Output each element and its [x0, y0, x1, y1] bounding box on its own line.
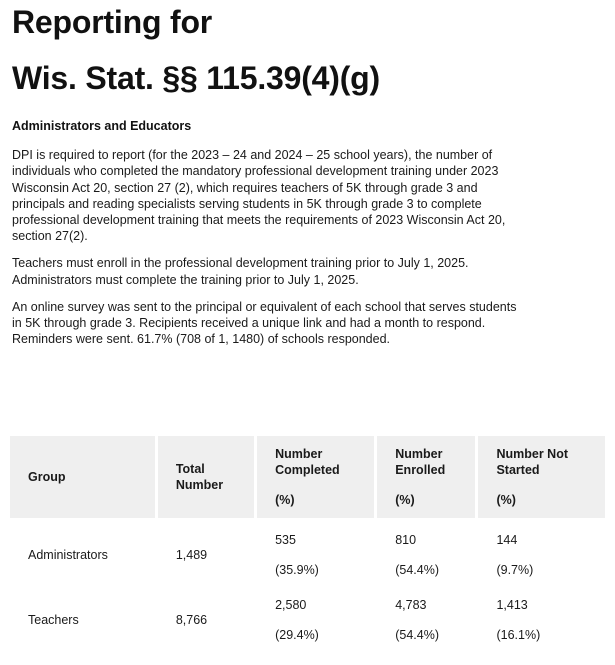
page-title-line-1: Reporting for [12, 4, 213, 40]
page-title-line-2: Wis. Stat. §§ 115.39(4)(g) [12, 60, 380, 96]
table-header-row [10, 436, 605, 518]
cell-group: Teachers [10, 587, 158, 652]
cell-enrolled: 4,783 (54.4%) [377, 587, 478, 652]
header-number-not-started: Number Not Started (%) [478, 436, 605, 518]
section-heading: Administrators and Educators [12, 119, 192, 133]
header-group: Group [10, 436, 158, 518]
header-number-enrolled: Number Enrolled (%) [377, 436, 478, 518]
cell-group: Administrators [10, 518, 158, 587]
cell-total: 8,766 [158, 587, 257, 652]
cell-completed: 2,580 (29.4%) [257, 587, 377, 652]
paragraph-deadline: Teachers must enroll in the professional development training prior to July 1, 2025. Administrators must complete the training prior to July 1, 2025. [12, 256, 469, 287]
cell-total: 1,489 [158, 518, 257, 587]
cell-completed: 535 (35.9%) [257, 518, 377, 587]
header-number-completed: Number Completed (%) [257, 436, 377, 518]
header-total-number: Total Number [158, 436, 257, 518]
cell-enrolled: 810 (54.4%) [377, 518, 478, 587]
table-row-teachers [10, 587, 605, 652]
cell-not-started: 144 (9.7%) [478, 518, 605, 587]
table-row-administrators [10, 518, 605, 587]
paragraph-survey: An online survey was sent to the principal or equivalent of each school that serves students in 5K through grade 3. Recipients received a unique link and had a month to respond. Reminders were sent. 61.7% (708 of 1, 1480) of schools responded. [12, 299, 517, 347]
training-status-table [10, 436, 605, 652]
paragraph-requirement: DPI is required to report (for the 2023 – 24 and 2024 – 25 school years), the number of individuals who completed the mandatory professional development training under 2023 Wisconsin Act 20, section 27 (2), which requires teachers of 5K through grade 3 and principals and reading specialists serving students in 5K through grade 3 to complete professional development training that meets the requirements of 2023 Wisconsin Act 20, section 27(2). [12, 148, 506, 244]
cell-not-started: 1,413 (16.1%) [478, 587, 605, 652]
